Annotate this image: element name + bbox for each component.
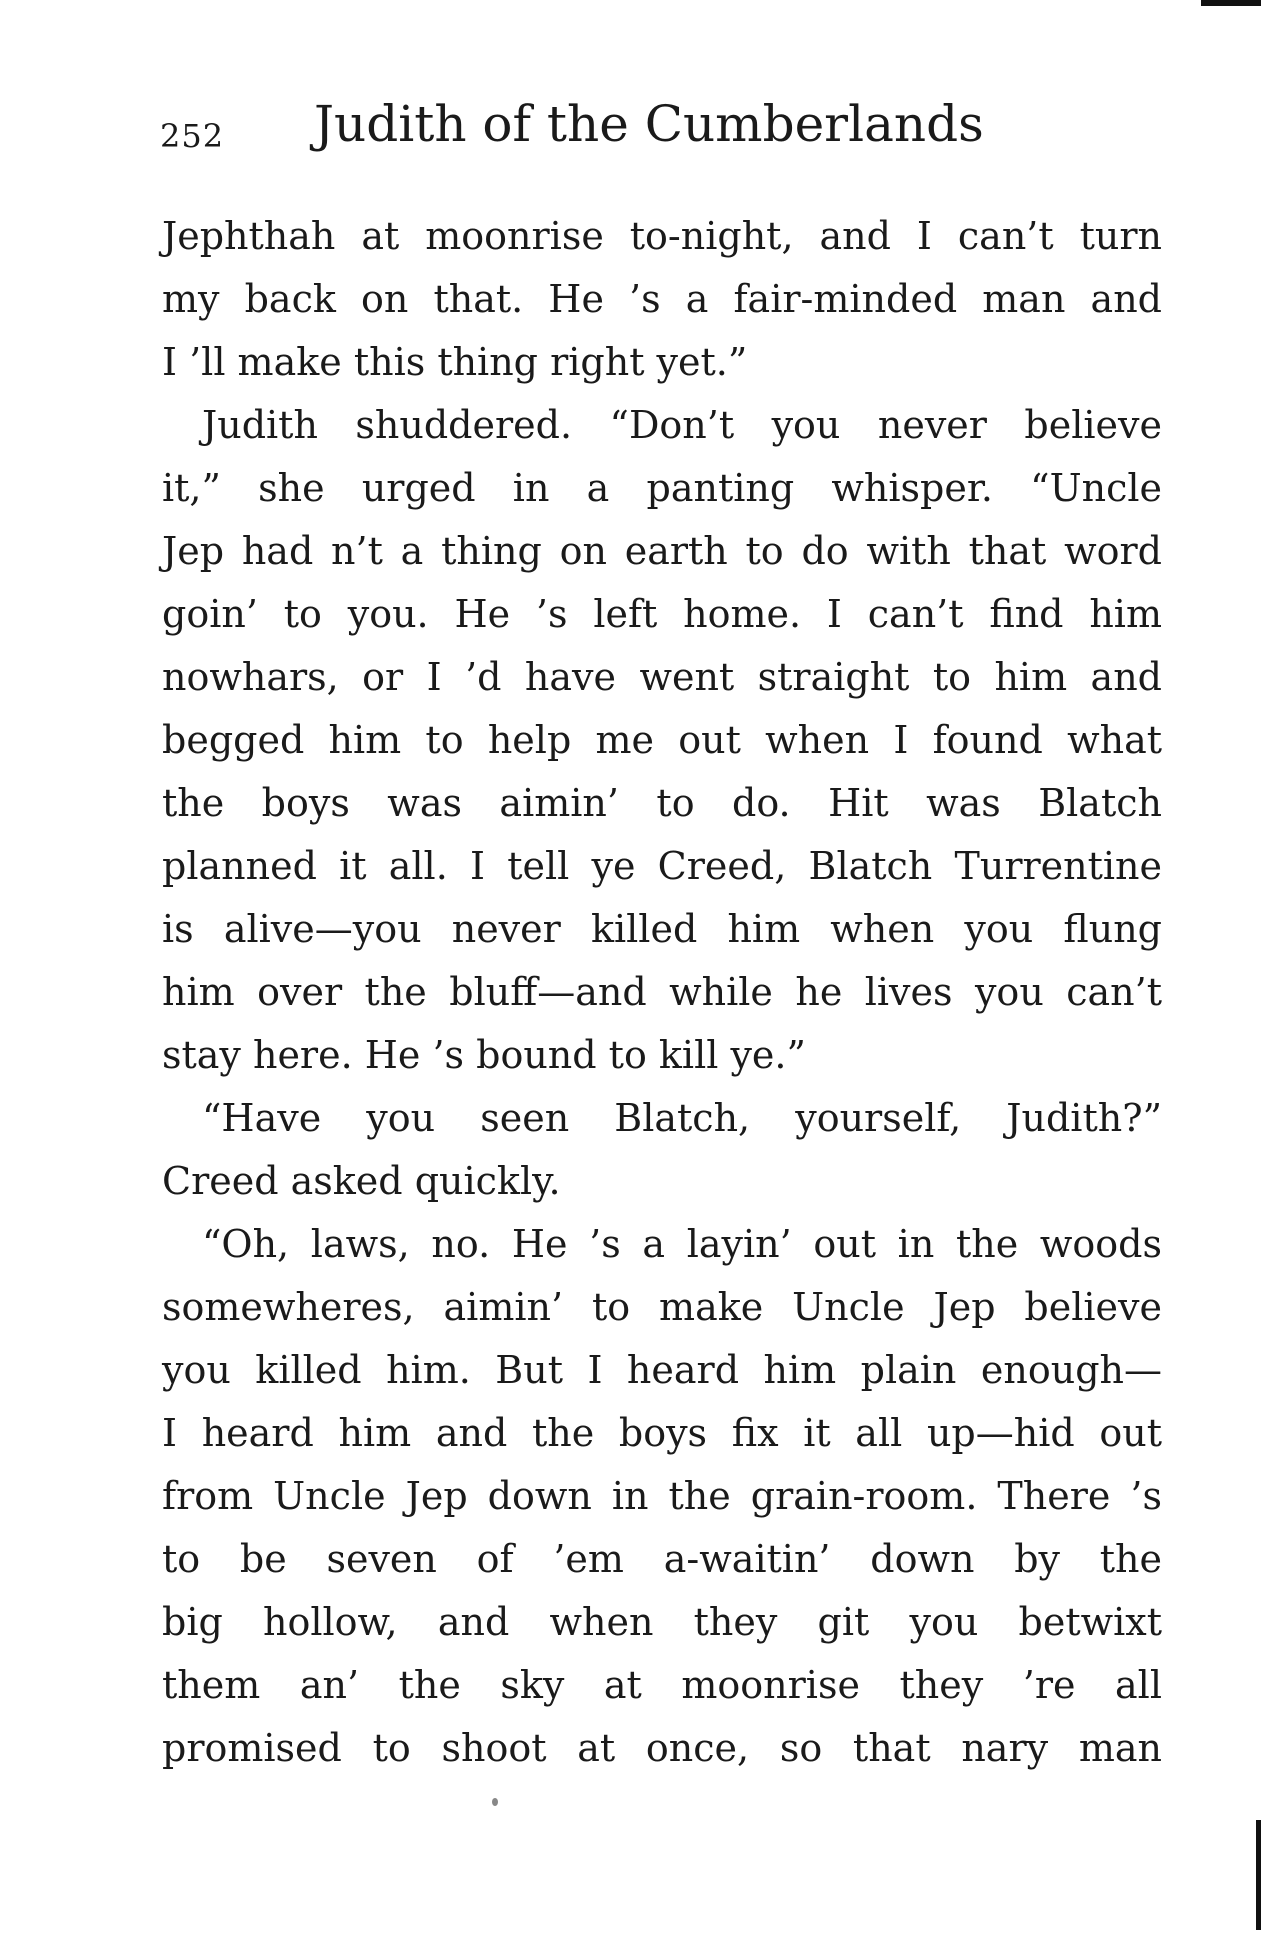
text-line: Jep had n’t a thing on earth to do with that word bbox=[162, 529, 1162, 573]
text-line: “Have you seen Blatch, yourself, Judith?” bbox=[202, 1096, 1162, 1140]
text-line: big hollow, and when they git you betwixt bbox=[162, 1600, 1162, 1644]
text-line: I heard him and the boys fix it all up—hid out bbox=[162, 1411, 1162, 1455]
text-line: you killed him. But I heard him plain enough— bbox=[162, 1348, 1162, 1392]
text-line: it,” she urged in a panting whisper. “Uncle bbox=[162, 466, 1162, 510]
text-line: stay here. He ’s bound to kill ye.” bbox=[162, 1033, 806, 1077]
text-line: my back on that. He ’s a fair-minded man and bbox=[162, 277, 1162, 321]
text-line: Judith shuddered. “Don’t you never believe bbox=[202, 403, 1162, 447]
text-line: Jephthah at moonrise to-night, and I can’t turn bbox=[162, 214, 1162, 258]
text-line: the boys was aimin’ to do. Hit was Blatch bbox=[162, 781, 1162, 825]
page-number: 252 bbox=[160, 117, 225, 155]
ink-speck bbox=[492, 1798, 498, 1806]
text-line: Creed asked quickly. bbox=[162, 1159, 561, 1203]
text-line: goin’ to you. He ’s left home. I can’t find him bbox=[162, 592, 1162, 636]
page-header bbox=[160, 95, 1160, 165]
text-line: him over the bluff—and while he lives you can’t bbox=[162, 970, 1162, 1014]
text-line: planned it all. I tell ye Creed, Blatch Turrentine bbox=[162, 844, 1162, 888]
text-line: nowhars, or I ’d have went straight to him and bbox=[162, 655, 1162, 699]
text-line: begged him to help me out when I found what bbox=[162, 718, 1162, 762]
text-line: somewheres, aimin’ to make Uncle Jep believe bbox=[162, 1285, 1162, 1329]
body-text bbox=[162, 205, 1162, 1780]
text-line: from Uncle Jep down in the grain-room. There ’s bbox=[162, 1474, 1162, 1518]
text-line: I ’ll make this thing right yet.” bbox=[162, 340, 748, 384]
page-edge-mark bbox=[1201, 0, 1261, 6]
text-line: promised to shoot at once, so that nary man bbox=[162, 1726, 1162, 1770]
text-line: them an’ the sky at moonrise they ’re all bbox=[162, 1663, 1162, 1707]
text-line: to be seven of ’em a-waitin’ down by the bbox=[162, 1537, 1162, 1581]
text-line: “Oh, laws, no. He ’s a layin’ out in the woods bbox=[202, 1222, 1162, 1266]
running-title: Judith of the Cumberlands bbox=[314, 95, 984, 153]
page-edge-mark bbox=[1256, 1820, 1261, 1930]
text-line: is alive—you never killed him when you flung bbox=[162, 907, 1162, 951]
